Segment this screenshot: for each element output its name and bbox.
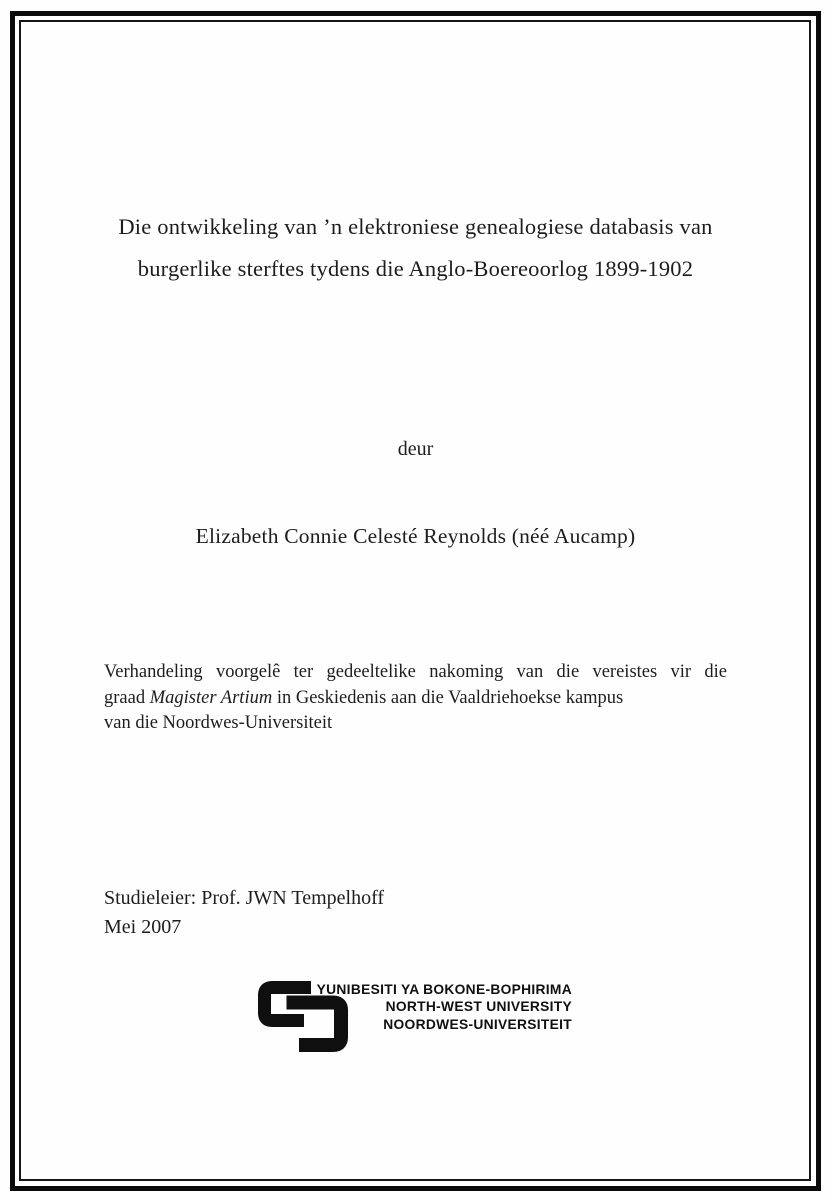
- supervisor-block: [104, 884, 384, 942]
- byline-label: deur: [397, 438, 434, 460]
- wordmark-line-afrikaans: NOORDWES-UNIVERSITEIT: [383, 1016, 572, 1032]
- wordmark-line-english: NORTH-WEST UNIVERSITY: [385, 999, 572, 1015]
- university-wordmark: [317, 981, 572, 1033]
- supervisor-line: Studieleier: Prof. JWN Tempelhoff: [104, 887, 385, 909]
- date-line: Mei 2007: [104, 916, 182, 938]
- statement-line-3: van die Noordwes-Universiteit: [104, 713, 333, 733]
- degree-statement: [104, 660, 727, 737]
- title-line-2: burgerlike sterftes tydens die Anglo-Boereoorlog 1899-1902: [137, 256, 694, 281]
- title-line-1: Die ontwikkeling van ’n elektroniese genealogiese databasis van: [118, 214, 713, 239]
- wordmark-line-setswana: YUNIBESITI YA BOKONE-BOPHIRIMA: [316, 982, 572, 997]
- author-name: Elizabeth Connie Celesté Reynolds (néé Aucamp): [195, 524, 636, 548]
- statement-line-2: graad Magister Artium in Geskiedenis aan die Vaaldriehoekse kampus: [104, 687, 624, 708]
- page-title: [70, 206, 761, 290]
- statement-line-1: Verhandeling voorgelê ter gedeeltelike nakoming van die vereistes vir die: [104, 662, 727, 682]
- degree-name: Magister Artium: [149, 687, 273, 708]
